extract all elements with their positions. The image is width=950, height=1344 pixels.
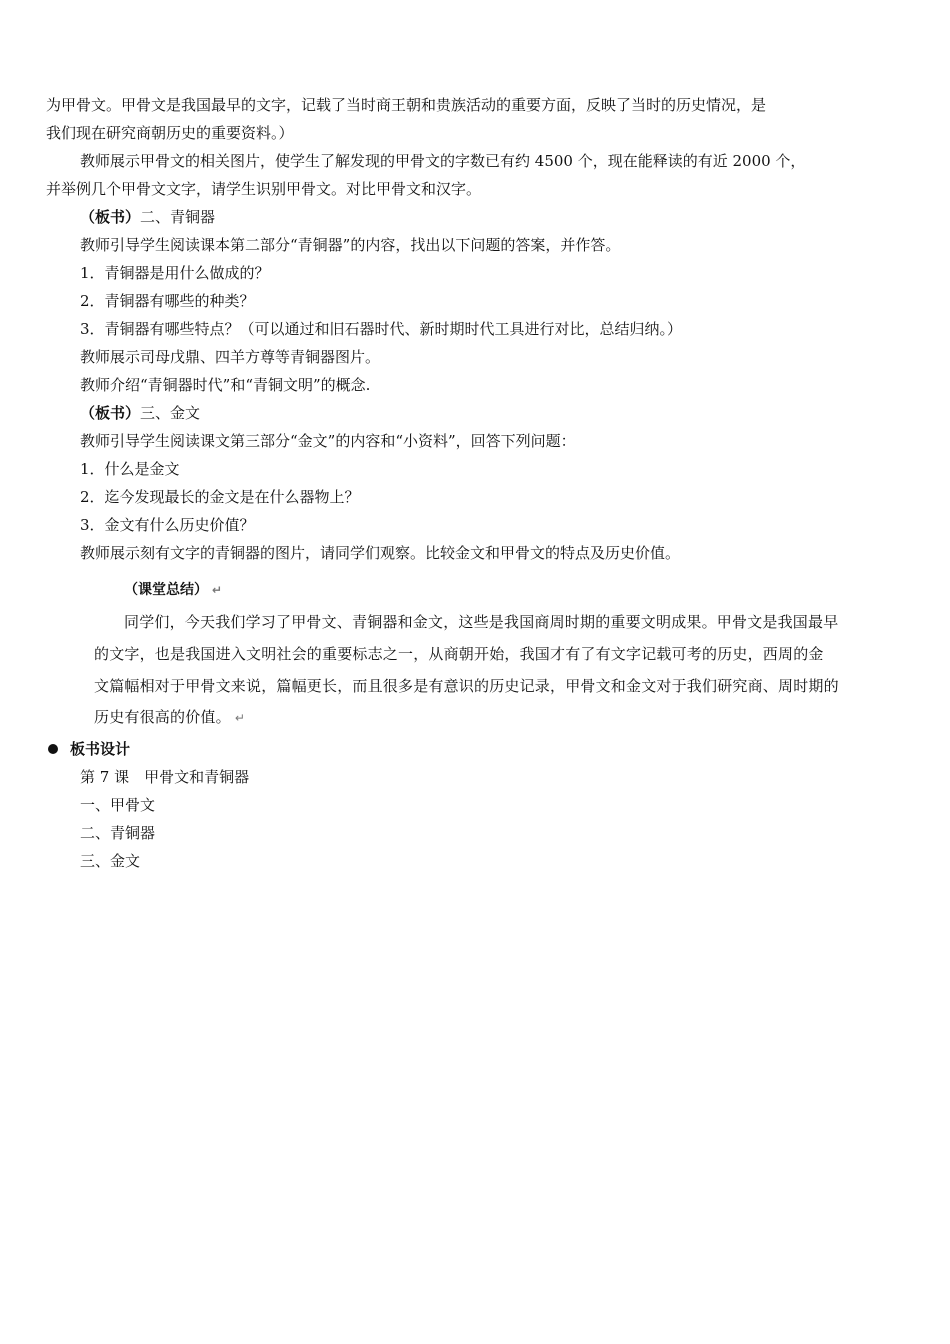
section-title: 三、金文 [140,404,201,422]
summary-line-2: 的文字，也是我国进入文明社会的重要标志之一，从商朝开始，我国才有了有文字记载可考的历史，西周的金 [94,645,824,663]
summary-line-1: 同学们，今天我们学习了甲骨文、青铜器和金文，这些是我国商周时期的重要文明成果。甲骨文是我国最早 [124,613,839,631]
board-design-heading: 板书设计 [70,740,131,758]
bronze-note-1: 教师展示司母戊鼎、四羊方尊等青铜器图片。 [80,348,381,366]
intro-line-2: 我们现在研究商朝历史的重要资料。） [46,124,294,142]
bronze-note-2: 教师介绍“青铜器时代”和“青铜文明”的概念. [80,376,371,394]
paragraph-mark-icon: ↵ [234,711,246,725]
summary-label-text: （课堂总结） [124,582,208,598]
summary-label [124,580,222,600]
jinwen-question-1: 1．什么是金文 [80,460,180,478]
bronze-question-2: 2．青铜器有哪些的种类？ [80,292,255,310]
board-design-item-3: 三、金文 [80,852,141,870]
summary-line-4 [94,707,245,728]
jinwen-guide: 教师引导学生阅读课文第三部分“金文”的内容和“小资料”，回答下列问题： [80,432,576,450]
paragraph-mark-icon: ↵ [212,583,223,597]
bullet-icon [48,744,58,754]
summary-line-3: 文篇幅相对于甲骨文来说，篇幅更长，而且很多是有意识的历史记录，甲骨文和金文对于我们研究商、周时期的 [94,677,839,695]
bronze-guide: 教师引导学生阅读课本第二部分“青铜器”的内容，找出以下问题的答案，并作答。 [80,236,621,254]
board-label: （板书） [80,404,141,422]
show-line-2: 并举例几个甲骨文文字，请学生识别甲骨文。对比甲骨文和汉字。 [46,180,482,198]
bronze-question-1: 1．青铜器是用什么做成的？ [80,264,270,282]
jinwen-note: 教师展示刻有文字的青铜器的图片，请同学们观察。比较金文和甲骨文的特点及历史价值。 [80,544,681,562]
board-design-item-1: 一、甲骨文 [80,796,156,814]
board-label: （板书） [80,208,141,226]
show-line-1: 教师展示甲骨文的相关图片，使学生了解发现的甲骨文的字数已有约 4500 个，现在能释读的有近 2000 个， [80,152,806,170]
section-bronze-heading [80,207,215,227]
section-jinwen-heading [80,403,200,423]
summary-line-4-text: 历史有很高的价值。 [94,708,231,726]
jinwen-question-3: 3．金文有什么历史价值？ [80,516,255,534]
jinwen-question-2: 2．迄今发现最长的金文是在什么器物上？ [80,488,360,506]
bronze-question-3: 3．青铜器有哪些特点？（可以通过和旧石器时代、新时期时代工具进行对比，总结归纳。） [80,320,683,338]
board-design-lesson: 第 7 课 甲骨文和青铜器 [80,768,250,786]
intro-line-1: 为甲骨文。甲骨文是我国最早的文字，记载了当时商王朝和贵族活动的重要方面，反映了当时的历史情况，是 [46,96,767,114]
board-design-item-2: 二、青铜器 [80,824,156,842]
section-title: 二、青铜器 [140,208,216,226]
